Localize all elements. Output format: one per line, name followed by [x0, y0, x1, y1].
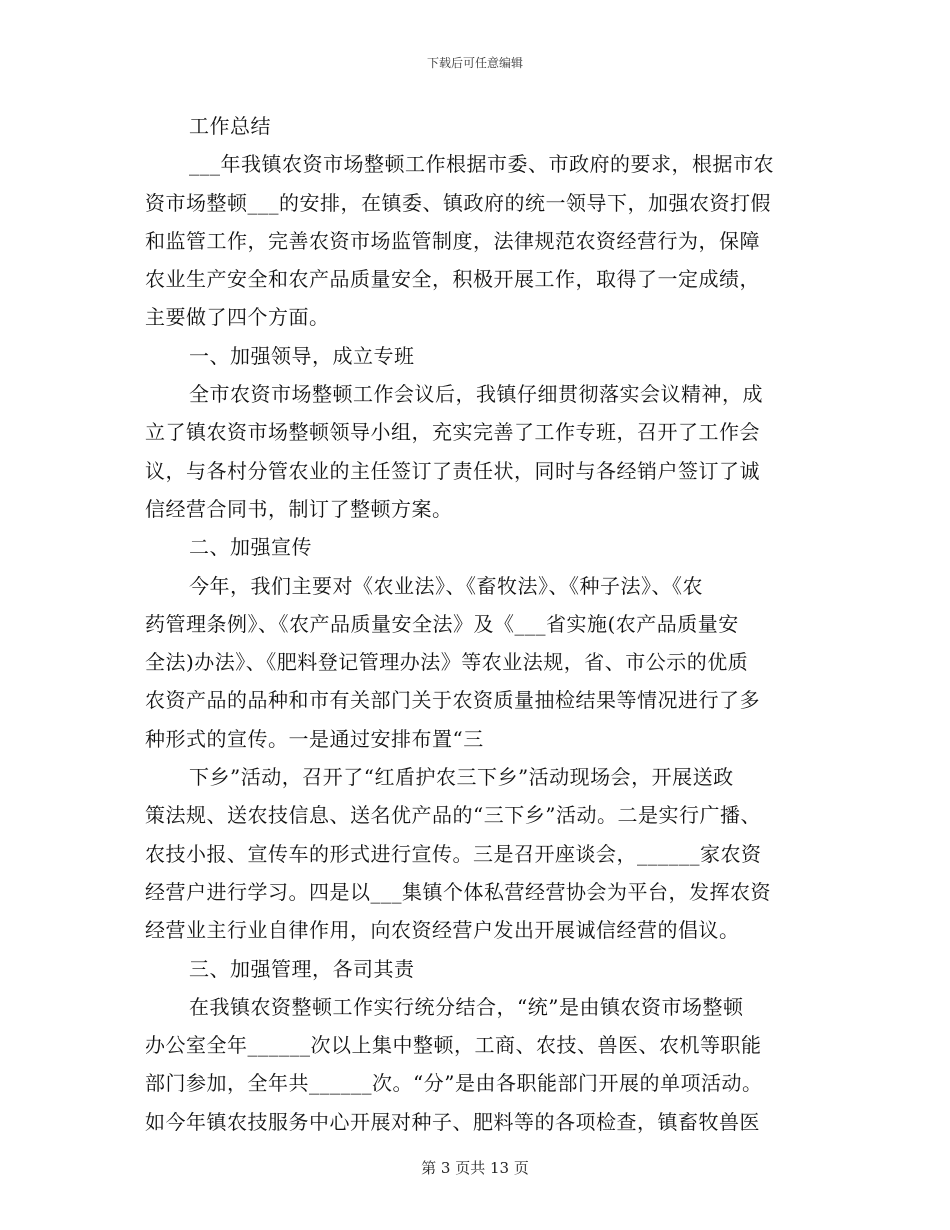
text-line: 种形式的宣传。一是通过安排布置“三 — [145, 726, 484, 751]
page-header: 下载后可任意编辑 — [426, 56, 523, 70]
text-line: 二、加强宣传 — [189, 535, 312, 560]
text-line: 农技小报、宣传车的形式进行宣传。三是召开座谈会，______家农资 — [145, 841, 762, 866]
text-line: 部门参加，全年共______次。“分”是由各职能部门开展的单项活动。 — [145, 1071, 763, 1096]
text-line: 农业生产安全和农产品质量安全，积极开展工作，取得了一定成绩， — [145, 267, 760, 292]
text-line: 农资产品的品种和市有关部门关于农资质量抽检结果等情况进行了多 — [145, 688, 760, 713]
text-line: 议，与各村分管农业的主任签订了责任状，同时与各经销户签订了诚 — [145, 458, 760, 483]
text-line: 办公室全年______次以上集中整顿，工商、农技、兽医、农机等职能 — [145, 1033, 762, 1058]
text-line: 全法)办法》、《肥料登记管理办法》等农业法规，省、市公示的优质 — [145, 650, 749, 675]
text-line: ___年我镇农资市场整顿工作根据市委、市政府的要求，根据市农 — [189, 152, 774, 177]
text-line: 策法规、送农技信息、送名优产品的“三下乡”活动。二是实行广播、 — [145, 803, 761, 828]
text-line: 在我镇农资整顿工作实行统分结合，“统”是由镇农资市场整顿 — [189, 994, 744, 1019]
text-line: 资市场整顿___的安排，在镇委、镇政府的统一领导下，加强农资打假 — [145, 190, 771, 215]
text-line: 和监管工作，完善农资市场监管制度，法律规范农资经营行为，保障 — [145, 228, 760, 253]
text-line: 全市农资市场整顿工作会议后，我镇仔细贯彻落实会议精神，成 — [189, 382, 763, 407]
text-line: 药管理条例》、《农产品质量安全法》及《___省实施(农产品质量安 — [145, 611, 739, 636]
text-line: 立了镇农资市场整顿领导小组，充实完善了工作专班，召开了工作会 — [145, 420, 760, 445]
text-line: 一、加强领导，成立专班 — [189, 343, 415, 368]
text-line: 工作总结 — [189, 114, 271, 138]
text-line: 如今年镇农技服务中心开展对种子、肥料等的各项检查，镇畜牧兽医 — [145, 1109, 760, 1134]
text-line: 主要做了四个方面。 — [145, 305, 330, 330]
text-line: 下乡”活动，召开了“红盾护农三下乡”活动现场会，开展送政 — [189, 765, 734, 790]
text-line: 今年，我们主要对《农业法》、《畜牧法》、《种子法》、《农 — [189, 573, 703, 598]
text-line: 信经营合同书，制订了整顿方案。 — [145, 496, 453, 521]
page-footer: 第 3 页共 13 页 — [421, 1159, 529, 1177]
text-line: 三、加强管理，各司其责 — [189, 956, 415, 981]
text-line: 经营业主行业自律作用，向农资经营户发出开展诚信经营的倡议。 — [145, 918, 740, 943]
document-body — [145, 107, 805, 1141]
text-line: 经营户进行学习。四是以___集镇个体私营经营协会为平台，发挥农资 — [145, 879, 771, 904]
